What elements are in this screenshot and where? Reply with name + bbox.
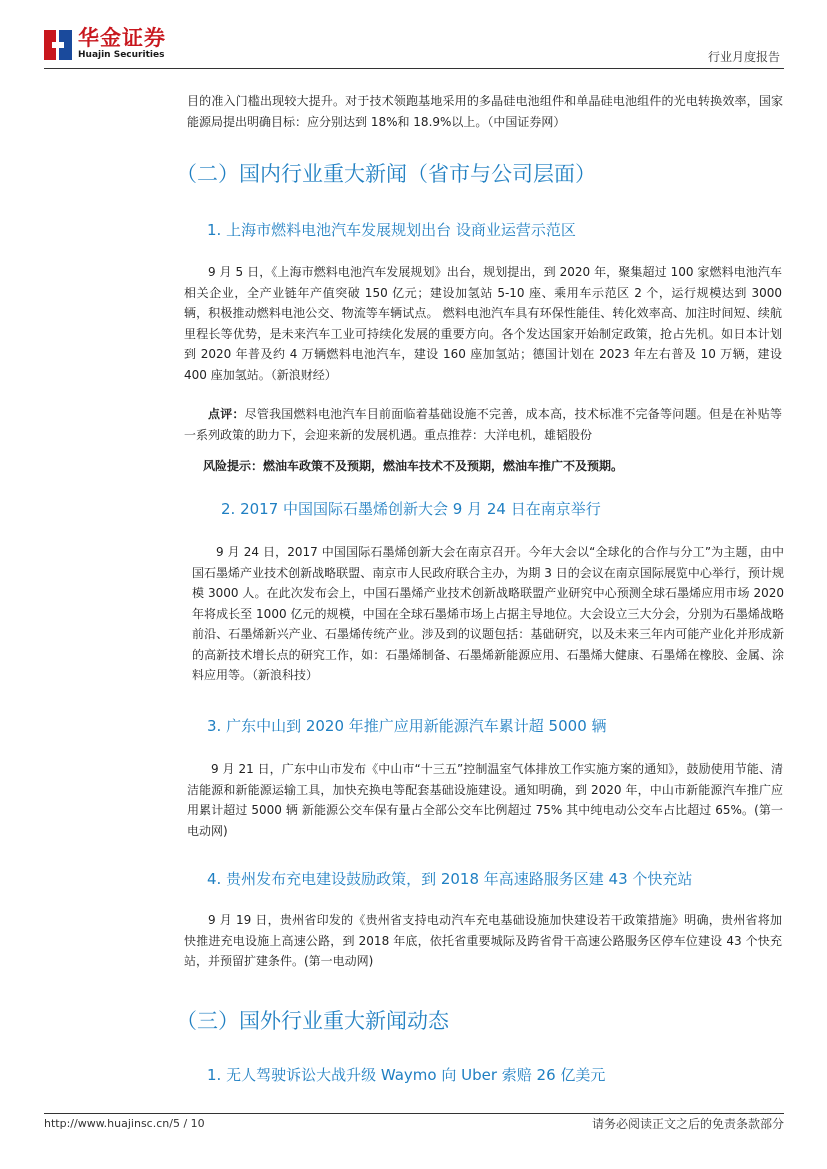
comment-text: 尽管我国燃料电池汽车目前面临着基础设施不完善，成本高，技术标准不完备等问题。但是在补贴等一系列政策的助力下，会迎来新的发展机遇。重点推荐：大洋电机，雄韬股份 [184,407,782,442]
comment-label: 点评： [208,407,245,421]
news4-heading: 4. 贵州发布充电建设鼓励政策，到 2018 年高速路服务区建 43 个快充站 [207,870,693,888]
news2-body: 9 月 24 日，2017 中国国际石墨烯创新大会在南京召开。今年大会以“全球化的合作与分工”为主题，由中国石墨烯产业技术创新战略联盟、南京市人民政府联合主办，为期 3 日的会议在南京国际展览中心举行，预计规模 3000 人。在此次发布会上，中国石墨烯产业技术创新战略联盟产业研究中心预测全球石墨烯应用市场 2020 年将成长至 1000 亿元的规模，中国在全球石墨烯市场上占据主导地位。大会设立三大分会，分别为石墨烯战略前沿、石墨烯新兴产业、石墨烯传统产业。涉及到的议题包括：基础研究，以及未来三年内可能产业化并形成新的高新技术增长点的研究工作，如：石墨烯制备、石墨烯新能源应用、石墨烯大健康、石墨烯在橡胶、金属、涂料应用等。（新浪科技） [192,545,784,682]
news1-heading: 1. 上海市燃料电池汽车发展规划出台 设商业运营示范区 [207,221,576,239]
news4-body: 9 月 19 日，贵州省印发的《贵州省支持电动汽车充电基础设施加快建设若干政策措施》明确，贵州省将加快推进充电设施上高速公路，到 2018 年底，依托省重要城际及跨省骨干高速公路服务区停车位建设 43 个快充站，并预留扩建条件。(第一电动网) [184,913,782,968]
news2-heading: 2. 2017 中国国际石墨烯创新大会 9 月 24 日在南京举行 [221,500,601,518]
section2-heading: （二）国内行业重大新闻（省市与公司层面） [176,162,596,186]
comment-paragraph [184,404,782,445]
intl1-heading: 1. 无人驾驶诉讼大战升级 Waymo 向 Uber 索赔 26 亿美元 [207,1066,606,1084]
news1-body: 9 月 5 日，《上海市燃料电池汽车发展规划》出台，规划提出，到 2020 年，聚集超过 100 家燃料电池汽车相关企业，全产业链年产值突破 150 亿元；建设加氢站 5-10 座、乘用车示范区 2 个，运行规模达到 3000 辆，积极推动燃料电池公交、物流等车辆试点。 燃料电池汽车具有环保性能佳、转化效率高、加注时间短、续航里程长等优势，是未来汽车工业可持续化发展的重要方向。各个发达国家开始制定政策，抢占先机。如日本计划到 2020 年普及约 4 万辆燃料电池汽车，建设 160 座加氢站；德国计划在 2023 年左右普及 10 万辆，建设 400 座加氢站。（新浪财经） [184,265,782,382]
footer-divider [44,1113,784,1114]
huajin-logo-icon [44,30,72,60]
section3-heading: （三）国外行业重大新闻动态 [176,1009,449,1033]
news3-heading: 3. 广东中山到 2020 年推广应用新能源汽车累计超 5000 辆 [207,717,607,735]
news3-body: 9 月 21 日，广东中山市发布《中山市“十三五”控制温室气体排放工作实施方案的通知》，鼓励使用节能、清洁能源和新能源运输工具，加快充换电等配套基础设施建设。通知明确，到 2020 年，中山市新能源汽车推广应用累计超过 5000 辆 新能源公交车保有量占全部公交车比例超过 75% 其中纯电动公交车占比超过 65%。(第一电动网) [187,762,783,838]
footer-disclaimer: 请务必阅读正文之后的免责条款部分 [591,1117,784,1131]
report-type-label: 行业月度报告 [707,50,780,64]
company-logo [44,26,174,62]
page-header [44,26,784,68]
logo-en-text: Huajin Securities [78,50,165,60]
intro-paragraph: 目的准入门槛出现较大提升。对于技术领跑基地采用的多晶硅电池组件和单晶硅电池组件的光电转换效率，国家能源局提出明确目标：应分别达到 18%和 18.9%以上。（中国证券网） [187,94,783,129]
footer-url-page: http://www.huajinsc.cn/5 / 10 [44,1117,205,1130]
risk-warning: 风险提示：燃油车政策不及预期，燃油车技术不及预期，燃油车推广不及预期。 [203,459,624,473]
logo-cn-text: 华金证券 [78,26,166,50]
header-divider [44,68,784,69]
